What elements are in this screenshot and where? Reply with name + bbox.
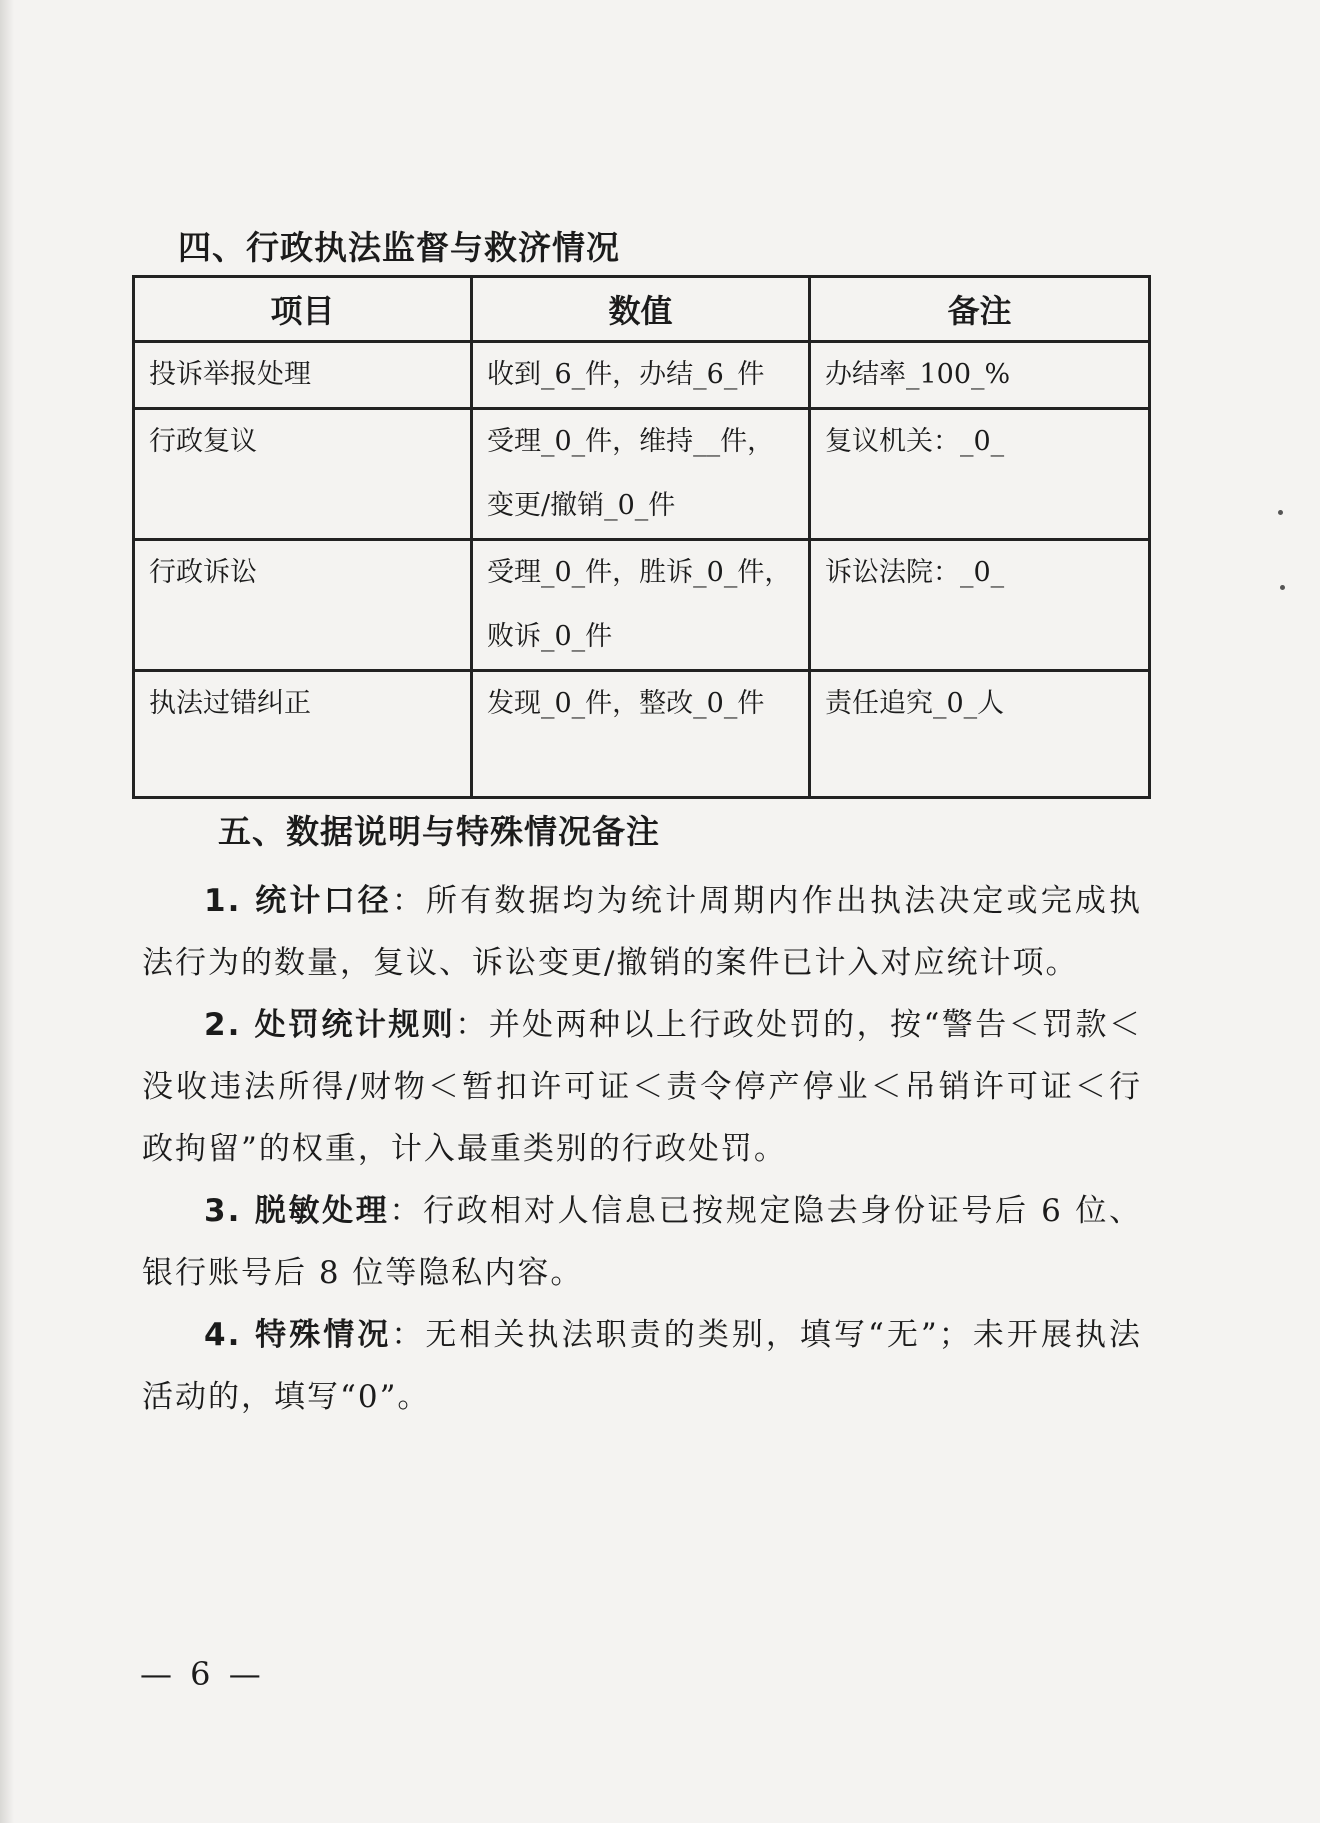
- header-remark: 备注: [810, 277, 1150, 342]
- note-title: 1. 统计口径: [204, 883, 392, 919]
- note-statistical-scope: [142, 870, 1142, 994]
- row-remark: 复议机关：_0_: [810, 409, 1150, 540]
- row-value-line: 变更/撤销_0_件: [487, 490, 676, 521]
- row-value: [472, 342, 810, 409]
- row-remark: 办结率_100_%: [810, 342, 1150, 409]
- notes-list: [142, 870, 1142, 1428]
- note-text: ：所有数据均为统计周期内作出执法决定或完成执法行为的数量，复议、诉讼变更/撤销的案件已计入对应统计项。: [142, 883, 1143, 981]
- note-title: 4. 特殊情况: [204, 1317, 392, 1353]
- row-value-line: 发现_0_件，整改_0_件: [487, 688, 765, 719]
- note-special-cases: [142, 1304, 1142, 1428]
- page-number: — 6 —: [140, 1655, 265, 1693]
- row-remark: 责任追究_0_人: [810, 671, 1150, 798]
- table-header-row: [134, 277, 1150, 342]
- row-remark: 诉讼法院：_0_: [810, 540, 1150, 671]
- table-row: [134, 409, 1150, 540]
- section-4-heading: 四、行政执法监督与救济情况: [178, 228, 620, 267]
- page-edge-shadow: [0, 0, 14, 1823]
- note-desensitization: [142, 1180, 1142, 1304]
- row-value: [472, 671, 810, 798]
- row-value-line: 收到_6_件，办结_6_件: [487, 359, 765, 390]
- header-value: 数值: [472, 277, 810, 342]
- scan-speck: [1280, 585, 1285, 590]
- row-value-line: 受理_0_件，维持__件，: [487, 426, 775, 457]
- note-penalty-rules: [142, 994, 1142, 1180]
- row-item: 执法过错纠正: [134, 671, 472, 798]
- note-title: 2. 处罚统计规则: [204, 1007, 456, 1043]
- row-item: 投诉举报处理: [134, 342, 472, 409]
- header-item: 项目: [134, 277, 472, 342]
- row-value: [472, 409, 810, 540]
- note-text: ：并处两种以上行政处罚的，按“警告＜罚款＜没收违法所得/财物＜暂扣许可证＜责令停产停业＜吊销许可证＜行政拘留”的权重，计入最重类别的行政处罚。: [142, 1007, 1142, 1167]
- row-item: 行政复议: [134, 409, 472, 540]
- row-item: 行政诉讼: [134, 540, 472, 671]
- supervision-table: [132, 275, 1151, 799]
- table-row: [134, 342, 1150, 409]
- note-text: ：行政相对人信息已按规定隐去身份证号后 6 位、银行账号后 8 位等隐私内容。: [142, 1193, 1142, 1291]
- row-value-line: 败诉_0_件: [487, 621, 613, 652]
- note-title: 3. 脱敏处理: [204, 1193, 390, 1229]
- row-value-line: 受理_0_件，胜诉_0_件，: [487, 557, 792, 588]
- scan-speck: [1278, 510, 1283, 515]
- section-5-heading: 五、数据说明与特殊情况备注: [218, 812, 660, 851]
- table-row: [134, 540, 1150, 671]
- table-row: [134, 671, 1150, 798]
- row-value: [472, 540, 810, 671]
- note-text: ：无相关执法职责的类别，填写“无”；未开展执法活动的，填写“0”。: [142, 1317, 1143, 1415]
